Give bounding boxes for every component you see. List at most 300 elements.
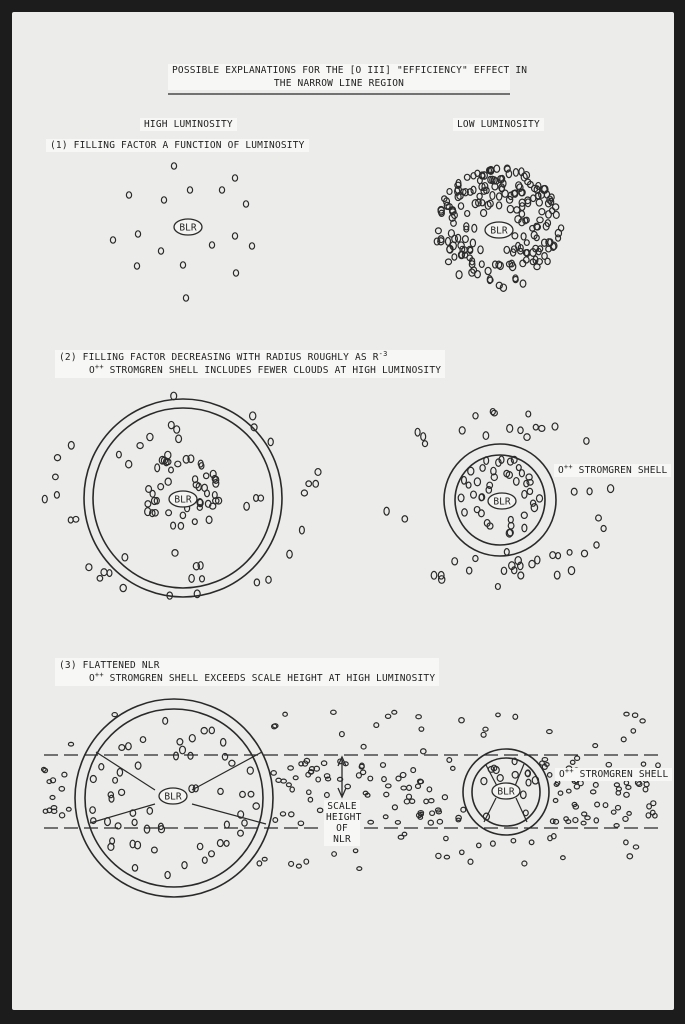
cloud [219,187,224,193]
cloud [521,512,527,518]
cloud [550,819,555,824]
cloud [140,737,145,743]
cloud [518,572,524,579]
cloud [526,779,531,786]
cloud [428,820,433,825]
cloud [462,476,467,484]
cloud [250,412,256,420]
cloud [120,584,126,591]
cloud [152,847,158,853]
cloud [513,714,518,719]
cloud [244,502,250,510]
cloud [550,552,556,559]
cloud [406,794,411,799]
cloud [624,840,628,845]
cloud [539,209,545,215]
cloud [574,784,579,789]
cloud [468,859,473,864]
cloud [147,808,152,815]
cloud [249,243,254,249]
cloud [382,777,387,782]
cloud [656,763,661,768]
cloud [286,783,291,787]
cloud [361,744,366,749]
cloud [467,567,472,574]
cloud [116,451,121,458]
cloud [192,519,197,525]
cloud [529,560,535,567]
cloud [427,787,432,792]
cloud [448,230,454,237]
cloud [168,421,174,428]
cloud [296,864,301,868]
cloud [480,465,485,472]
cloud [419,727,424,731]
cloud [479,510,485,517]
cloud [555,229,561,236]
stromgren-shell-label-3 [555,768,672,781]
cloud [171,522,176,529]
cloud [316,777,321,782]
section-2-o-charge: ++ [94,362,104,371]
cloud [507,205,513,212]
cloud [283,712,288,716]
cloud [247,767,253,774]
cloud [537,217,543,223]
cloud [158,484,164,490]
cloud [392,710,397,714]
cloud [68,517,73,523]
cloud [459,427,465,434]
shell-o-symbol: O [559,769,565,780]
cloud [101,569,107,576]
cloud [126,743,132,750]
cloud [132,819,137,825]
cloud [521,791,527,799]
cloud [633,845,638,849]
cloud [289,861,294,866]
cloud [308,797,312,802]
cloud [182,862,187,869]
cloud [325,793,330,798]
cloud [135,762,141,769]
cone-line [484,798,496,822]
cloud [497,193,502,200]
cloud [204,473,209,479]
cloud [519,470,524,477]
cloud [54,492,59,499]
cloud [206,516,212,523]
cloud [73,516,79,522]
cloud [546,211,552,218]
cloud [460,850,464,855]
column-header-low: LOW LUMINOSITY [453,118,544,131]
cloud [59,786,64,791]
cloud [383,815,388,819]
cloud [527,488,532,494]
cloud [481,778,487,785]
section-2-exponent: -3 [378,349,388,358]
cloud [514,478,520,486]
cloud [374,723,379,728]
cloud [442,795,447,800]
cloud [321,761,326,766]
cloud [480,200,485,206]
cloud [232,233,237,239]
cone-line [96,752,155,790]
cloud [533,424,538,430]
cloud [458,203,463,210]
scale-height-line-2: HEIGHT [326,812,362,823]
cloud [491,841,496,846]
cloud [415,428,420,436]
cloud [458,494,464,502]
cloud [126,461,132,468]
cloud [465,211,470,217]
cloud [293,776,298,780]
cloud [86,564,92,571]
cloud [539,425,545,431]
scale-height-line-4: NLR [333,834,351,845]
cloud [524,434,530,441]
cloud [594,818,598,823]
cloud [221,739,226,747]
cloud [554,571,560,579]
cloud [177,739,183,745]
cloud [180,262,185,268]
section-3-heading [55,658,439,686]
shell-label-text: STROMGREN SHELL [572,465,668,476]
cloud [134,263,139,269]
cloud [169,467,174,473]
cloud [472,224,477,232]
cloud [298,821,303,825]
cloud [526,411,531,417]
cloud [99,764,104,770]
cloud [132,865,137,871]
blr-marker [159,788,187,804]
cloud [290,787,294,792]
cloud [606,762,611,767]
cloud [437,819,442,824]
cloud [287,550,292,558]
cloud [614,824,619,828]
cone-line [515,764,524,786]
cloud [601,525,606,531]
cloud [262,857,267,861]
cloud [218,788,223,794]
blr-marker [488,493,516,509]
cloud [627,811,631,815]
cloud [197,843,202,849]
cloud [581,821,586,825]
blr-label: BLR [164,791,182,803]
cloud [42,495,47,503]
cloud [209,727,214,734]
section-2-line-1: (2) FILLING FACTOR DECREASING WITH RADIUS ROUGHLY AS R [59,352,379,363]
cloud [556,553,561,559]
cloud [522,490,527,498]
cloud [202,857,207,863]
cloud [462,236,468,243]
cloud [471,491,477,498]
cloud [458,242,464,249]
cloud [591,790,596,794]
blr-label: BLR [497,786,515,798]
cloud [331,710,337,714]
blr-marker [174,219,202,235]
cloud [158,248,163,254]
cloud [357,867,362,871]
cloud [520,280,526,287]
cloud [146,486,152,493]
cloud [421,749,427,754]
cloud [224,840,229,846]
cloud [494,165,500,172]
cloud [624,712,629,716]
cloud [507,424,513,432]
cloud [117,768,122,776]
cloud [253,803,259,809]
cloud [404,799,409,804]
blr-marker [485,222,513,238]
cloud [113,777,118,783]
cloud [299,526,304,534]
cloud [547,730,553,734]
cloud [165,871,170,878]
cloud [552,423,558,430]
cloud [392,805,397,810]
cloud [624,792,630,797]
cloud [478,246,483,254]
cloud [447,189,452,195]
cloud [175,461,181,467]
cloud [464,174,470,180]
cloud [395,821,400,825]
cloud [171,163,176,169]
cloud [553,799,558,803]
cloud [421,433,426,441]
cloud [593,782,598,787]
cloud [595,802,600,807]
cloud [396,776,401,781]
blr-label: BLR [493,496,511,508]
cloud [481,209,487,216]
cloud [429,799,434,803]
cloud [522,524,527,532]
cloud [135,231,140,237]
cloud [254,579,259,586]
cloud [317,808,322,812]
cloud [561,856,566,860]
cloud [524,240,529,246]
cloud [233,270,238,276]
blr-label: BLR [490,225,508,237]
cloud [616,787,621,791]
cloud [407,785,412,790]
scale-height-line-3: OF [336,823,348,834]
cloud [332,852,337,857]
cloud [521,233,526,240]
cloud [90,807,96,814]
section-2-o-symbol: O [89,365,95,376]
cloud [481,732,486,737]
cloud [380,763,385,768]
cloud [640,719,645,723]
cloud [496,713,501,717]
cloud [511,839,516,843]
cloud [416,784,421,788]
section-1-heading: (1) FILLING FACTOR A FUNCTION OF LUMINOSITY [46,139,309,152]
cloud [431,571,437,579]
cloud [411,768,416,773]
cloud [474,478,480,486]
shell-o-symbol: O [558,465,564,476]
cloud [301,490,307,496]
cloud [229,760,235,766]
cloud [547,773,551,778]
cloud [112,713,117,717]
cloud [581,550,587,557]
title-line-2: THE NARROW LINE REGION [273,78,405,89]
cloud [473,413,478,419]
cloud [593,744,598,748]
cloud [66,807,71,811]
cloud [200,576,205,582]
cloud [444,855,449,859]
cloud [224,821,229,828]
cloud [145,501,151,507]
cloud [307,790,311,794]
cloud [271,771,276,776]
blr-marker [492,783,520,799]
cloud [477,843,481,848]
cloud [584,438,589,445]
section-2-heading [55,350,445,378]
cloud [436,853,441,858]
cloud [486,487,491,494]
cloud [531,504,537,512]
cloud [243,201,248,207]
cloud [621,737,626,742]
cloud [368,776,373,781]
cloud [585,816,590,820]
cloud [570,760,575,764]
cloud [504,246,510,253]
cloud [209,242,214,248]
cloud [50,796,55,800]
cloud [384,792,389,797]
cloud [183,295,188,301]
cloud [180,746,186,754]
cloud [353,849,357,853]
cloud [401,786,406,790]
cloud [90,775,96,782]
cloud [529,840,534,845]
cloud [616,805,621,809]
scale-height-label [324,800,360,846]
cloud [451,766,455,770]
cloud [188,752,193,759]
cloud [490,192,495,200]
cloud [161,197,166,203]
cloud [473,555,478,561]
cloud [288,766,294,770]
cloud [326,777,331,781]
column-header-high: HIGH LUMINOSITY [140,118,237,131]
cloud [187,187,192,193]
cloud [513,169,518,177]
cloud [477,193,482,199]
cloud [445,259,451,265]
section-2-line-2: STROMGREN SHELL INCLUDES FEWER CLOUDS AT HIGH LUMINOSITY [103,365,442,376]
cloud [174,426,180,433]
cloud [384,507,389,515]
cloud [479,261,484,267]
cloud [201,728,207,734]
cloud [631,729,636,733]
cloud [268,438,273,446]
cloud [520,260,526,267]
cloud [456,271,462,279]
cloud [461,807,466,812]
cloud [122,554,128,561]
cloud [59,813,64,818]
blr-marker [169,491,197,507]
cloud [466,482,471,488]
cloud [172,550,178,557]
cloud [624,781,628,785]
cloud [166,510,172,516]
cloud [119,745,125,751]
cloud [109,795,114,802]
cloud [504,549,509,556]
cloud [459,718,464,723]
cloud [522,861,527,866]
cloud [62,772,67,777]
cloud [536,495,542,502]
cloud [496,202,501,209]
cloud [240,791,246,797]
cloud [501,567,506,574]
cloud [623,816,628,821]
cloud [545,258,550,264]
cloud [558,791,563,795]
cloud [626,785,631,789]
cloud [174,752,179,760]
cloud [462,509,468,516]
cloud [495,584,500,590]
cloud [497,775,503,782]
cloud [280,812,285,816]
cloud [430,811,435,815]
cloud [110,237,115,243]
cloud [178,522,183,529]
cloud [632,713,637,717]
cloud [257,861,262,866]
cloud [611,810,616,814]
cloud [608,485,614,493]
cloud [512,771,518,778]
cloud [594,542,599,548]
cloud [416,715,421,719]
cloud [163,718,168,725]
cloud [165,478,171,485]
cloud [386,784,391,788]
cloud [304,859,309,864]
cloud [582,812,587,816]
cloud [209,851,215,857]
